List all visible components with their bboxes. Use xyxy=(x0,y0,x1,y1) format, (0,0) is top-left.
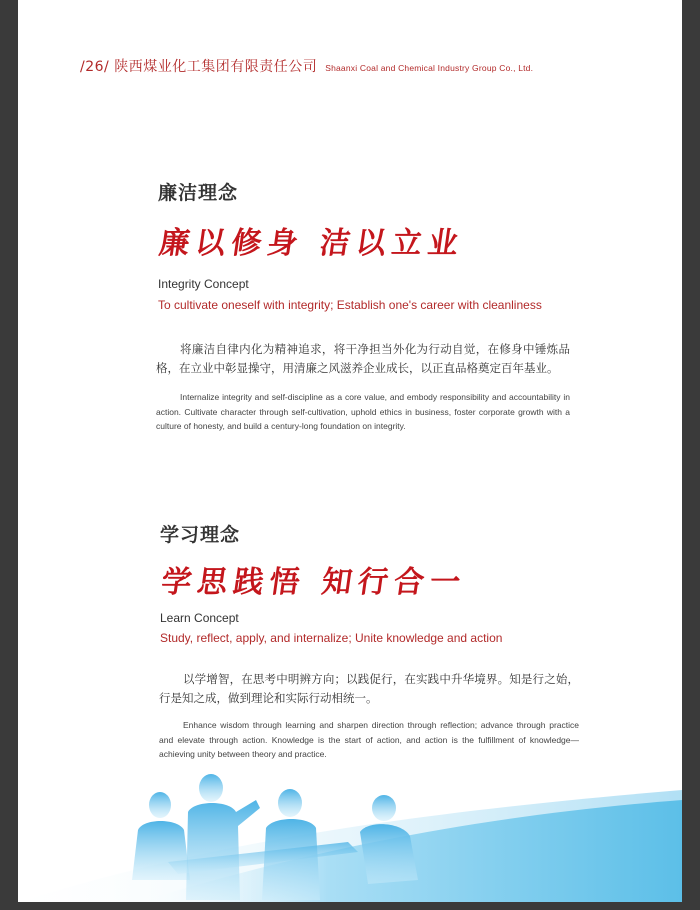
page-bottom-shadow xyxy=(18,902,700,910)
learning-slogan: 学思践悟 知行合一 xyxy=(159,565,469,600)
integrity-slogan-en: To cultivate oneself with integrity; Establish one's career with cleanliness xyxy=(158,298,542,312)
people-wave-illustration xyxy=(18,0,682,902)
document-page xyxy=(18,0,682,902)
learning-title: 学习理念 xyxy=(160,524,241,546)
integrity-paragraph-en: Internalize integrity and self-discipline as a core value, and embody responsibility and accountability in action. Cultivate character through self-cultivation, uphold ethics in business, foster corporate growth with a culture of honesty, and build a century-long foundation on integrity. xyxy=(156,392,570,431)
page-edge-shadow xyxy=(682,6,700,910)
integrity-label-en: Integrity Concept xyxy=(158,277,249,291)
learning-slogan-en: Study, reflect, apply, and internalize; Unite knowledge and action xyxy=(160,631,503,645)
learning-label-en: Learn Concept xyxy=(160,611,239,625)
integrity-paragraph-cn: 将廉洁自律内化为精神追求，将干净担当外化为行动自觉，在修身中锤炼品格，在立业中彰显操守，用清廉之风滋养企业成长，以正直品格奠定百年基业。 xyxy=(156,342,570,375)
page-label: /26/ 陕西煤业化工集团有限责任公司 xyxy=(80,59,318,75)
company-name-en: Shaanxi Coal and Chemical Industry Group Co., Ltd. xyxy=(325,63,534,73)
learning-paragraph-cn: 以学增智，在思考中明辨方向；以践促行，在实践中升华境界。知是行之始，行是知之成，做到理论和实际行动相统一。 xyxy=(159,672,579,705)
learning-paragraph-en: Enhance wisdom through learning and sharpen direction through reflection; advance through practice and elevate through action. Knowledge is the start of action, and action is the fulfillment of knowledge—achieving unity between theory and practice. xyxy=(159,720,579,759)
integrity-title: 廉洁理念 xyxy=(158,182,239,204)
integrity-slogan: 廉以修身 洁以立业 xyxy=(157,226,467,261)
